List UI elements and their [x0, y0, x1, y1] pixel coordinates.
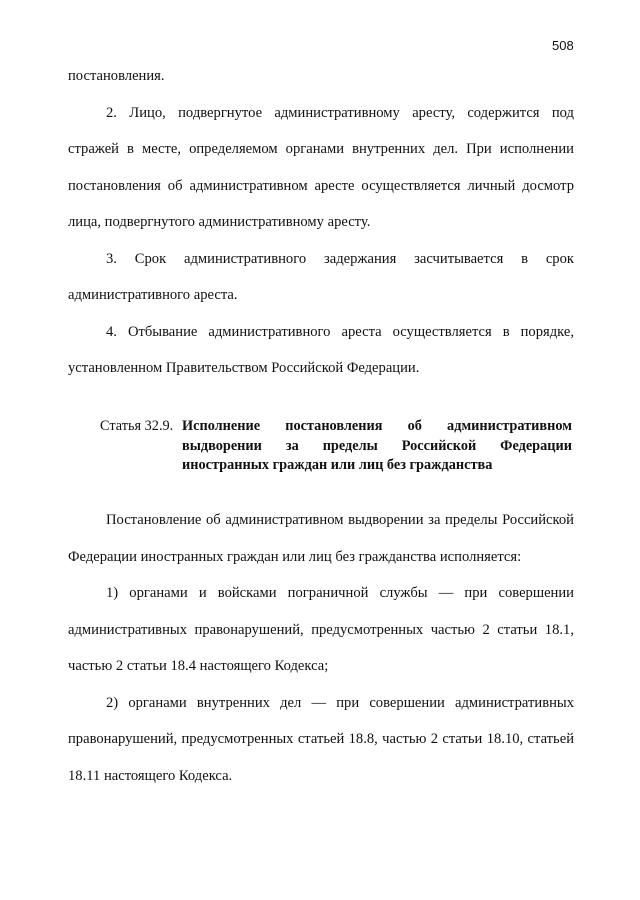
- text-block-arrest: [68, 58, 574, 387]
- article-label: Статья 32.9.: [100, 418, 174, 434]
- paragraph-item-4: 4. Отбывание административного ареста осуществляется в порядке, установленном Правительством Российской Федерации.: [68, 323, 574, 376]
- paragraph-item-2: 2. Лицо, подвергнутое административному аресту, содержится под стражей в месте, определяемом органами внутренних дел. При исполнении постановления об административном аресте осуществляется личный досмотр лица, подвергнутого административному аресту.: [68, 104, 574, 230]
- paragraph-intro: Постановление об административном выдворении за пределы Российской Федерации иностранных граждан или лиц без гражданства исполняется:: [68, 512, 574, 565]
- paragraph-continuation: постановления.: [68, 68, 165, 84]
- text-block-expulsion: [68, 502, 574, 794]
- paragraph-item-2-expulsion: 2) органами внутренних дел — при совершении административных правонарушений, предусмотренных статьей 18.8, частью 2 статьи 18.10, статьей 18.11 настоящего Кодекса.: [68, 694, 574, 784]
- page-number: 508: [552, 38, 574, 53]
- article-title: Исполнение постановления об административном выдворении за пределы Российской Федерации иностранных граждан или лиц без гражданства: [182, 418, 572, 473]
- paragraph-item-1: 1) органами и войсками пограничной службы — при совершении административных правонарушений, предусмотренных частью 2 статьи 18.1, частью 2 статьи 18.4 настоящего Кодекса;: [68, 585, 574, 674]
- article-heading: [100, 417, 572, 476]
- paragraph-item-3: 3. Срок административного задержания засчитывается в срок административного ареста.: [68, 250, 574, 303]
